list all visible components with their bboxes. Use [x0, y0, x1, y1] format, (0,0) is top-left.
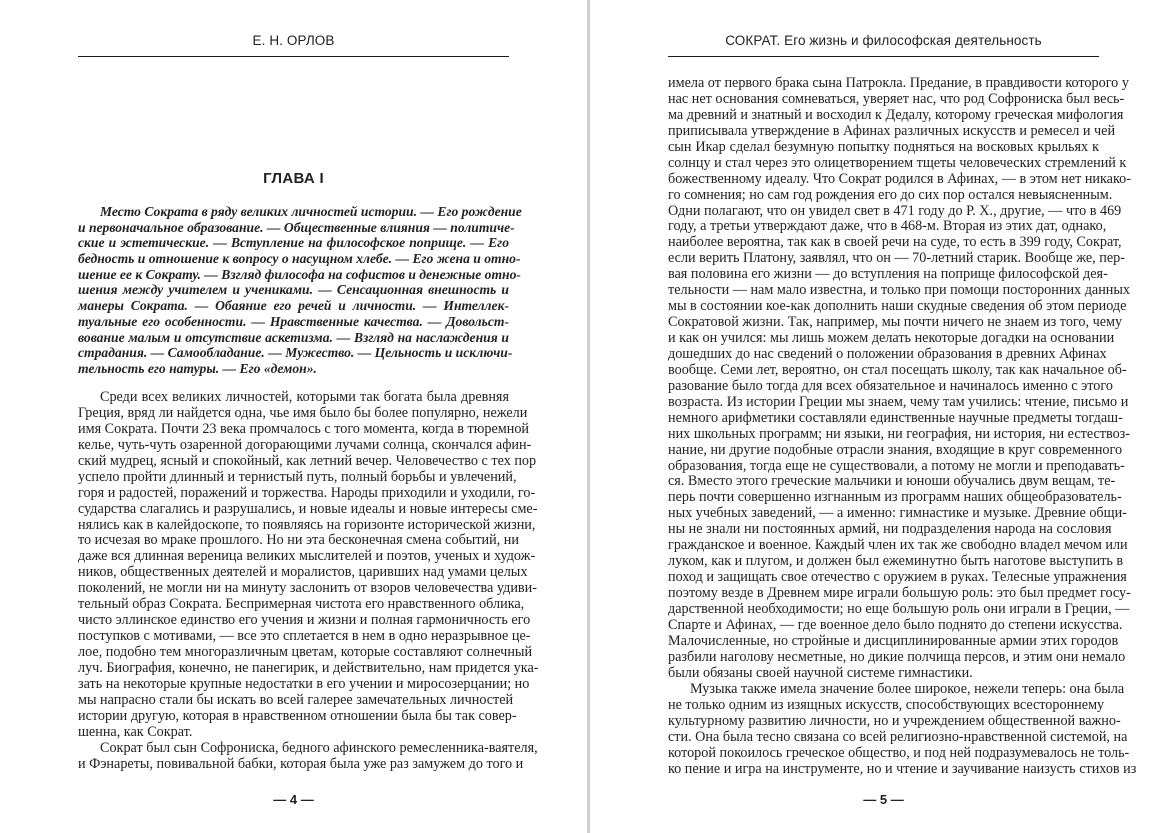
text-line: поход и защищать свое отечество с оружием в руках. Телесные упражнения: [668, 569, 1127, 586]
text-line: то исчезая во мраке прошлого. Но ни эта бесконечная смена событий, ни: [78, 532, 519, 549]
text-line: наиболее вероятна, так как в своей речи на суде, то есть в 399 году, Сократ,: [668, 234, 1122, 251]
text-line: Спарте и Афинах, — где военное дело было поднято до степени искусства.: [668, 616, 1123, 633]
text-line: возраста. Из истории Греции мы знаем, чему там учились: чтение, письмо и: [668, 393, 1129, 410]
text-line: поколений, не могли ни на минуту заслонить от взоров человечества удиви-: [78, 580, 537, 597]
text-line: солнцу и стал через это олицетворением тщеты человеческих стремлений к: [668, 154, 1127, 171]
chapter-title: ГЛАВА I: [263, 170, 324, 187]
text-line: и как он учился: мы лишь можем делать некоторые догадки на основании: [668, 330, 1115, 346]
text-line: приписывала утверждение в Афинах различных искусств и ремесел и чей: [668, 122, 1116, 139]
text-line: даже вся длинная вереница великих мыслителей и поэтов, ученых и худож-: [78, 548, 536, 565]
chapter-summary: [78, 204, 522, 377]
text-line: перь почти совершенно изгнанным из программ наших общеобразователь-: [668, 489, 1122, 506]
text-line: мы напрасно стали бы искать во всей галерее замечательных личностей: [78, 691, 514, 708]
text-line: Место Сократа в ряду великих личностей истории. — Его рождение: [100, 204, 522, 219]
text-line: бедность и отношение к вопросу о насущном хлебе. — Его жена и отно-: [78, 251, 521, 267]
text-line: если верить Платону, заявлял, что он — 70-летний старик. Вообще же, пер-: [668, 250, 1125, 267]
text-line: Одни полагают, что он увидел свет в 471 году до Р. Х., другие, — что в 469: [668, 202, 1122, 219]
text-line: них школьных программ; ни языки, ни география, ни история, ни естествоз-: [668, 425, 1131, 442]
text-line: лое, подобно тем многоразличным цветам, которые составляют солнечный: [78, 644, 533, 660]
text-line: Малочисленные, но стройные и дисциплинированные армии этих городов: [668, 632, 1119, 649]
body-paragraph: [668, 75, 1131, 682]
header-rule: [668, 56, 1099, 57]
running-head-title: СОКРАТ. Его жизнь и философская деятельность: [725, 33, 1042, 48]
text-line: и Фэнареты, повивальной бабки, которая была уже раз замужем до того и: [78, 755, 524, 772]
text-line: гражданское и военное. Каждый член их так же свободно владел мечом или: [668, 537, 1128, 554]
text-line: Среди всех великих личностей, которыми так богата была древняя: [100, 389, 509, 405]
text-line: нялись как в калейдоскопе, то появляясь на горизонте исторической жизни,: [78, 516, 536, 533]
text-line: разование было тогда для всех обязательное и начиналось именно с этого: [668, 377, 1113, 394]
text-line: поступков с мотивами, — все это сплетается в нем в одно неразрывное це-: [78, 628, 531, 645]
text-line: келье, чуть-чуть озаренной догорающими лучами солнца, скончался афин-: [78, 436, 532, 453]
text-line: сти. Она была тесно связана со всей религиозно-нравственной системой, на: [668, 728, 1128, 745]
body-paragraph: [78, 389, 539, 741]
text-line: сын Икар сделал безумную попытку подняться на восковых крыльях к: [668, 138, 1099, 155]
running-head-author: Е. Н. ОРЛОВ: [252, 33, 335, 48]
text-line: образования, тогда еще не существовали, а потому не могли и преподавать-: [668, 457, 1125, 474]
text-line: Сократовой жизни. Так, например, мы почти ничего не знаем из того, чему: [668, 314, 1123, 331]
body-paragraph: [668, 681, 1137, 778]
text-line: зать на некоторые крупные недостатки в его учении и миросозерцании; но: [78, 675, 530, 692]
text-line: имя Сократа. Почти 23 века промчалось с того момента, когда в тюремной: [78, 420, 530, 437]
text-line: не только одним из изящных искусств, способствующих всестороннему: [668, 696, 1105, 713]
text-line: истории другую, которая в нравственном отношении была бы так совер-: [78, 707, 517, 724]
body-paragraph: [78, 740, 538, 773]
text-line: луч. Биография, конечно, не панегирик, и действительно, нам придется ука-: [78, 659, 539, 676]
text-line: году, а третьи утверждают даже, что в 468-м. Вторая из этих дат, однако,: [668, 218, 1107, 235]
text-line: нание, ни другие подобные отрасли знания, входящие в круг современного: [668, 441, 1123, 458]
text-line: манеры Сократа. — Обаяние его речей и личности. — Интеллек-: [78, 298, 509, 314]
text-line: ко пение и игра на инструменте, но и чтение и заучивание наизусть стихов из: [668, 760, 1137, 777]
page-number: — 4 —: [273, 792, 314, 807]
text-line: вая половина его жизни — до вступления на поприще философской дея-: [668, 266, 1108, 283]
text-line: божественному идеалу. Что Сократ родился в Афинах, — в этом нет никако-: [668, 170, 1131, 187]
text-line: культурному развитию личности, но и учреждением общественной важно-: [668, 712, 1121, 729]
left-page: [0, 0, 587, 833]
text-line: успело пройти длинный и тернистый путь, полный борьбы и увлечений,: [78, 468, 517, 485]
text-line: Сократ был сын Софрониска, бедного афинского ремесленника-ваятеля,: [100, 740, 538, 756]
text-line: были обязаны своей научной системе гимнастики.: [668, 664, 973, 681]
text-line: Греция, вряд ли найдется одна, чье имя было бы более популярно, нежели: [78, 404, 528, 421]
text-line: тельности — нам мало известна, и только при помощи посторонних данных: [668, 282, 1131, 299]
text-line: Музыка также имела значение более широкое, нежели теперь: она была: [690, 681, 1125, 697]
text-line: разбили наголову несметные, но дикие полчища персов, и этим они немало: [668, 648, 1126, 665]
text-line: туальные его особенности. — Нравственные качества. — Довольст-: [78, 313, 509, 329]
text-line: шенна, как Сократ.: [78, 723, 193, 740]
text-line: чисто эллинское единство его учения и жизни и полная гармоничность его: [78, 612, 531, 629]
right-page: [590, 0, 1176, 833]
text-line: шения между учителем и учениками. — Сенсационная внешность и: [78, 282, 509, 298]
text-line: которой покоилось греческое общество, и под ней подразумевалось не толь-: [668, 744, 1130, 761]
text-line: мы в состоянии кое-как дополнить наши скудные сведения об этом периоде: [668, 298, 1127, 315]
text-line: вование малым и отсутствие аскетизма. — Взгляд на наслаждения и: [78, 329, 509, 345]
text-line: ников, общественных деятелей и моралистов, царивших над умами целых: [78, 564, 528, 581]
text-line: шение ее к Сократу. — Взгляд философа на софистов и денежные отно-: [78, 266, 521, 282]
text-line: поэтому везде в Древнем мире играли большую роль: это был предмет госу-: [668, 585, 1131, 601]
text-line: ский мудрец, ясный и спокойный, как летний вечер. Человечество с тех пор: [78, 452, 537, 469]
text-line: вообще. Семи лет, вероятно, он стал посещать школу, так как начальное об-: [668, 361, 1127, 378]
text-line: дошедших до нас сведений о положении образования в древних Афинах: [668, 345, 1107, 362]
text-line: дарственной необходимости; но еще большую роль они играли в Греции, —: [668, 600, 1130, 617]
text-line: ны не знали ни постоянных армий, ни подразделения народа на сословия: [668, 521, 1112, 538]
text-line: ся. Вместо этого греческие мальчики и юноши обучались двум вещам, те-: [668, 473, 1116, 490]
text-line: луком, как и плугом, и должен был ежеминутно быть наготове выступить в: [668, 553, 1124, 570]
text-line: немного арифметики составляли единственные научные предметы тогдаш-: [668, 409, 1123, 426]
text-line: сударства слагались и разрушались, и новые идеалы и новые интересы сме-: [78, 500, 538, 517]
text-line: тельность его натуры. — Его «демон».: [78, 360, 317, 376]
header-rule: [78, 56, 509, 57]
text-line: горя и радостей, поражений и торжества. Народы приходили и уходили, го-: [78, 484, 536, 501]
text-line: ские и эстетические. — Вступление на философское поприще. — Его: [78, 235, 509, 251]
text-line: ных учебных заведений, — а именно: гимнастике и музыке. Древние общи-: [668, 505, 1127, 522]
page-number: — 5 —: [863, 792, 904, 807]
text-line: го сомнения; но сам год рождения его до сих пор остался невыясненным.: [668, 186, 1113, 203]
text-line: нас нет основания сомневаться, уверяет нас, что род Софрониска был весь-: [668, 90, 1125, 107]
text-line: тельный образ Сократа. Беспримерная чистота его нравственного облика,: [78, 596, 525, 613]
text-line: страдания. — Самообладание. — Мужество. — Цельность и исключи-: [78, 345, 513, 361]
text-line: имела от первого брака сына Патрокла. Предание, в правдивости которого у: [668, 75, 1129, 91]
text-line: и первоначальное образование. — Общественные влияния — политиче-: [78, 219, 515, 235]
text-line: ма древний и знатный и восходил к Дедалу, которому греческая мифология: [668, 106, 1124, 123]
